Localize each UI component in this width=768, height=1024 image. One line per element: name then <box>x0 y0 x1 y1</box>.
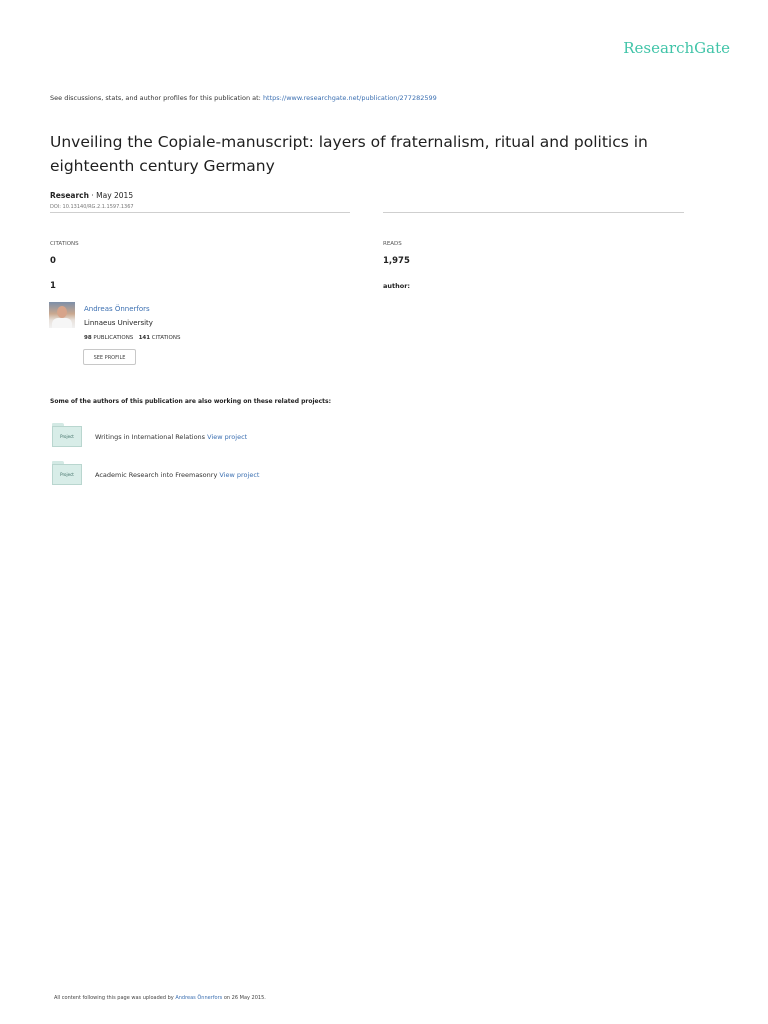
project-icon-label: Project <box>52 464 82 485</box>
author-institution: Linnaeus University <box>84 319 153 327</box>
project-item <box>95 433 247 441</box>
author-citations-label: CITATIONS <box>151 335 181 341</box>
publication-date: · May 2015 <box>91 191 134 200</box>
divider-right <box>383 212 684 213</box>
author-citations-count: 141 <box>138 335 151 341</box>
project-icon-label: Project <box>52 426 82 447</box>
citations-label: CITATIONS <box>50 241 79 247</box>
footer-prefix: All content following this page was uploaded by <box>54 995 174 1001</box>
upload-footer <box>54 995 266 1001</box>
reads-value: 1,975 <box>383 256 410 266</box>
discussion-line <box>50 94 437 102</box>
author-name-link[interactable]: Andreas Önnerfors <box>84 305 150 313</box>
avatar-head <box>57 306 67 318</box>
uploader-link[interactable]: Andreas Önnerfors <box>175 995 223 1001</box>
author-count: 1 <box>50 281 56 291</box>
project-folder-icon[interactable] <box>52 461 82 485</box>
author-count-label: author: <box>383 282 411 290</box>
publication-type: Research <box>50 191 89 200</box>
author-stats <box>84 335 180 341</box>
author-avatar[interactable] <box>49 302 75 328</box>
publication-meta <box>50 191 133 200</box>
author-publications-label: PUBLICATIONS <box>93 335 134 341</box>
publication-doi: DOI: 10.13140/RG.2.1.1597.1367 <box>50 204 134 210</box>
discussion-prefix: See discussions, stats, and author profiles for this publication at: <box>50 94 261 102</box>
project-folder-icon[interactable] <box>52 423 82 447</box>
author-publications-count: 98 <box>84 335 92 341</box>
reads-label: READS <box>383 241 402 247</box>
project-name: Writings in International Relations <box>95 433 206 441</box>
project-name: Academic Research into Freemasonry <box>95 471 218 479</box>
divider-left <box>50 212 350 213</box>
publication-url-link[interactable]: https://www.researchgate.net/publication/277282599 <box>262 94 437 102</box>
related-projects-heading: Some of the authors of this publication are also working on these related projects: <box>50 398 331 405</box>
footer-suffix: on 26 May 2015. <box>223 995 266 1001</box>
researchgate-logo[interactable]: ResearchGate <box>623 39 730 57</box>
view-project-link[interactable]: View project <box>207 433 248 441</box>
publication-title: Unveiling the Copiale-manuscript: layers of fraternalism, ritual and politics in eighteenth century Germany <box>50 133 648 175</box>
see-profile-button[interactable]: SEE PROFILE <box>83 349 136 365</box>
project-item <box>95 471 259 479</box>
avatar-shirt <box>52 318 72 328</box>
view-project-link[interactable]: View project <box>219 471 260 479</box>
citations-value: 0 <box>50 256 56 266</box>
